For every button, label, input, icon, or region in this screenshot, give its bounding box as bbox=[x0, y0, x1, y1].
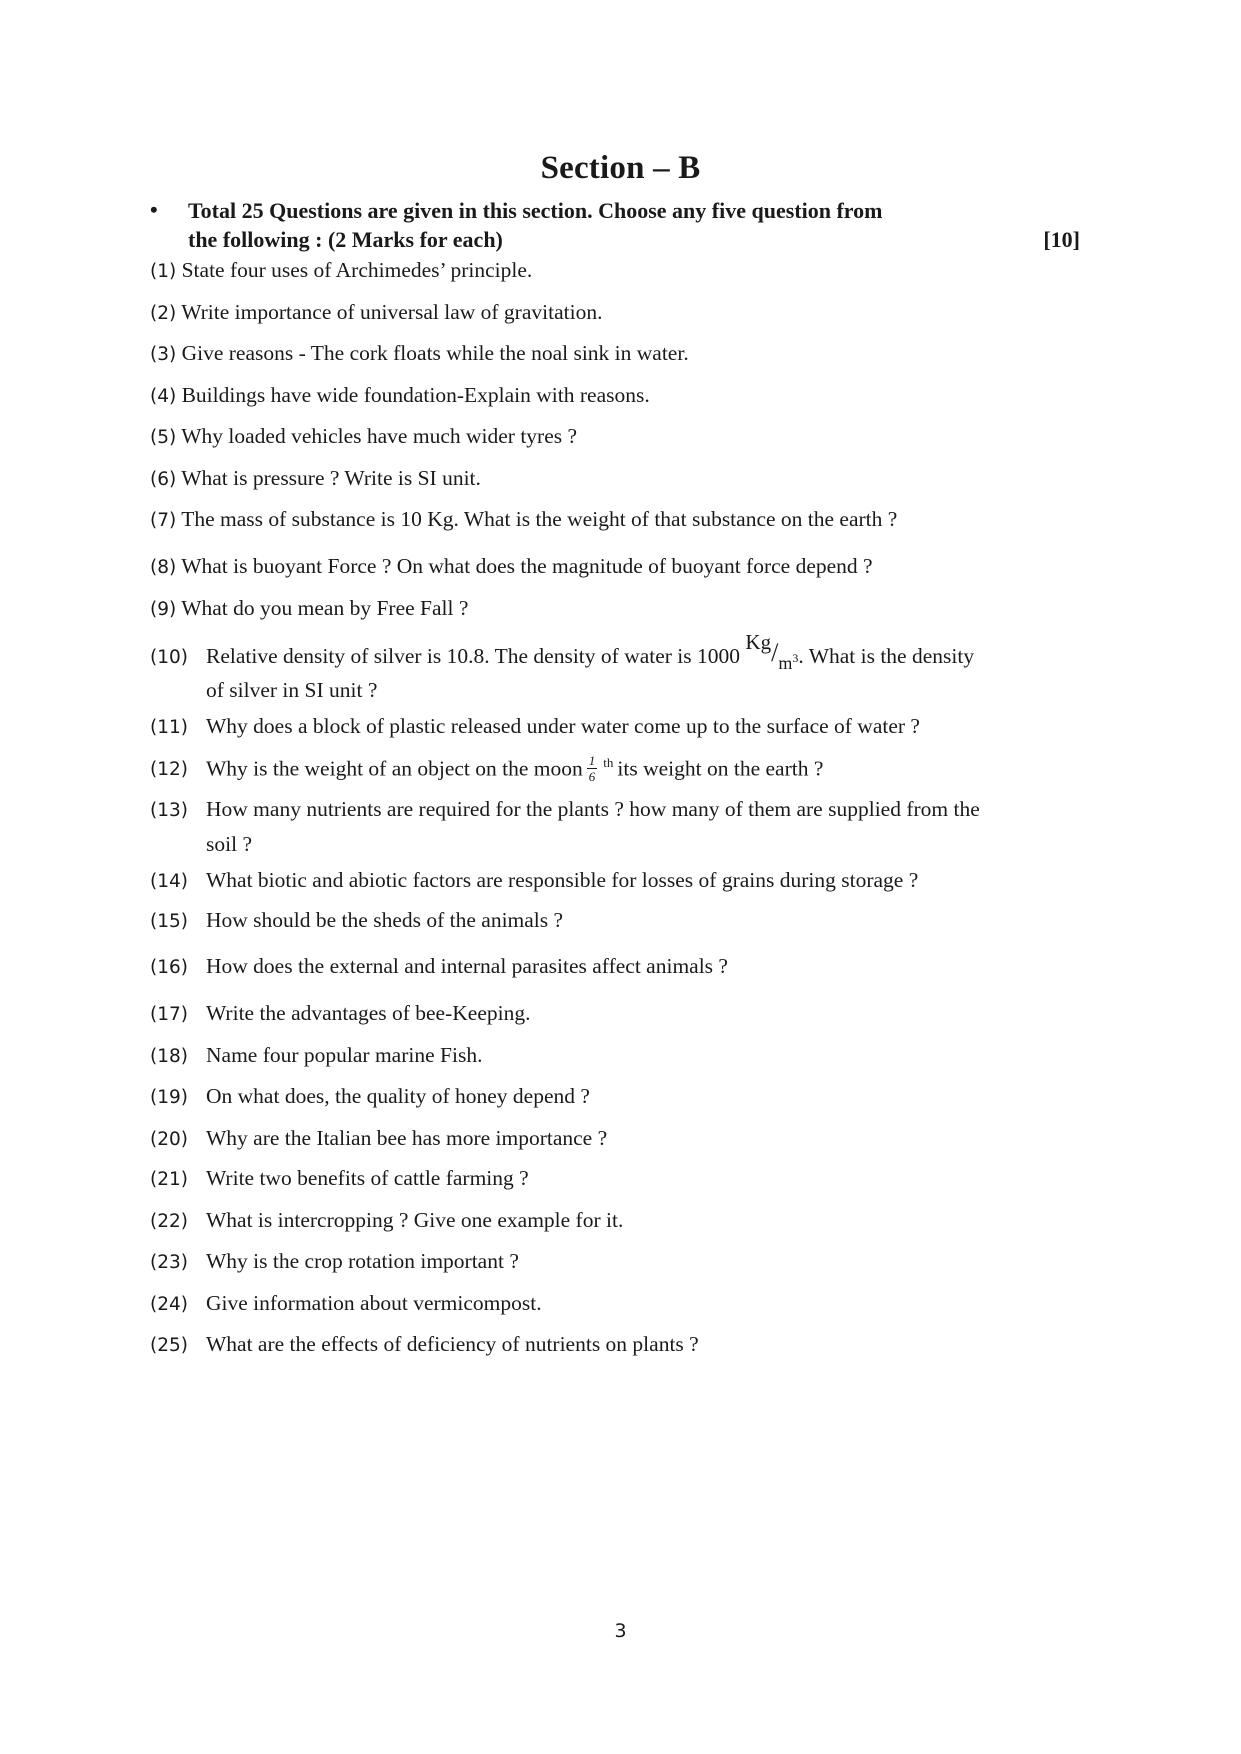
bullet-icon: • bbox=[150, 197, 158, 222]
question-number: (23) bbox=[150, 1252, 188, 1273]
question-1 bbox=[150, 258, 532, 283]
question-text-continued: . What is the density bbox=[798, 644, 975, 668]
question-text: What is intercropping ? Give one example for it. bbox=[206, 1208, 624, 1232]
question-17 bbox=[150, 1001, 530, 1026]
question-number: (25) bbox=[150, 1335, 188, 1356]
question-number: (20) bbox=[150, 1129, 188, 1150]
question-5 bbox=[150, 424, 577, 449]
question-number: (5) bbox=[150, 427, 177, 448]
question-number: (4) bbox=[150, 386, 177, 407]
question-text: How does the external and internal parasites affect animals ? bbox=[206, 954, 728, 978]
question-number: (6) bbox=[150, 469, 177, 490]
question-number: (1) bbox=[150, 261, 177, 282]
unit-slash: / bbox=[771, 638, 779, 667]
question-text: Give reasons - The cork floats while the noal sink in water. bbox=[181, 341, 689, 365]
question-text: Why does a block of plastic released under water come up to the surface of water ? bbox=[206, 714, 920, 738]
question-text: What biotic and abiotic factors are responsible for losses of grains during storage ? bbox=[206, 868, 919, 892]
question-number: (21) bbox=[150, 1169, 188, 1190]
question-text: Write the advantages of bee-Keeping. bbox=[206, 1001, 531, 1025]
instruction-line-1: Total 25 Questions are given in this section. Choose any five question from bbox=[188, 198, 883, 223]
question-number: (11) bbox=[150, 717, 188, 738]
question-number: (22) bbox=[150, 1211, 188, 1232]
question-text: State four uses of Archimedes’ principle. bbox=[181, 258, 533, 282]
superscript-th: th bbox=[603, 755, 614, 771]
question-text: What do you mean by Free Fall ? bbox=[181, 596, 469, 620]
question-number: (10) bbox=[150, 647, 188, 668]
question-13 bbox=[150, 797, 980, 822]
question-4 bbox=[150, 383, 650, 408]
question-12 bbox=[150, 755, 823, 786]
question-text: Why loaded vehicles have much wider tyres ? bbox=[181, 424, 578, 448]
question-20 bbox=[150, 1126, 607, 1151]
question-14 bbox=[150, 868, 918, 893]
question-22 bbox=[150, 1208, 623, 1233]
fraction: $\frac{1}{6}$ bbox=[588, 753, 596, 784]
question-number: (13) bbox=[150, 800, 188, 821]
question-text: Name four popular marine Fish. bbox=[206, 1043, 483, 1067]
question-6 bbox=[150, 466, 481, 491]
question-text: What is buoyant Force ? On what does the magnitude of buoyant force depend ? bbox=[181, 554, 873, 578]
question-15 bbox=[150, 908, 563, 933]
question-number: (17) bbox=[150, 1004, 188, 1025]
question-number: (14) bbox=[150, 871, 188, 892]
question-text: Why are the Italian bee has more importance ? bbox=[206, 1126, 608, 1150]
question-24 bbox=[150, 1291, 542, 1316]
question-23 bbox=[150, 1249, 519, 1274]
question-text: Write two benefits of cattle farming ? bbox=[206, 1166, 529, 1190]
section-title: Section – B bbox=[540, 150, 701, 186]
question-text: On what does, the quality of honey depend ? bbox=[206, 1084, 590, 1108]
question-number: (3) bbox=[150, 344, 177, 365]
question-text-continued: of silver in SI unit ? bbox=[206, 678, 378, 702]
question-text: How should be the sheds of the animals ? bbox=[206, 908, 564, 932]
question-9 bbox=[150, 596, 468, 621]
question-7 bbox=[150, 507, 897, 532]
instruction-line-2: the following : (2 Marks for each) bbox=[188, 227, 503, 252]
question-text: Why is the crop rotation important ? bbox=[206, 1249, 519, 1273]
question-text: The mass of substance is 10 Kg. What is the weight of that substance on the earth ? bbox=[181, 507, 898, 531]
question-number: (19) bbox=[150, 1087, 188, 1108]
unit-denominator: m3 bbox=[778, 651, 799, 673]
question-text: What are the effects of deficiency of nutrients on plants ? bbox=[206, 1332, 699, 1356]
question-19 bbox=[150, 1084, 590, 1109]
page-number: 3 bbox=[614, 1620, 627, 1642]
question-2 bbox=[150, 300, 602, 325]
question-text-continued: soil ? bbox=[206, 832, 252, 856]
question-25 bbox=[150, 1332, 699, 1357]
question-number: (9) bbox=[150, 599, 177, 620]
unit-numerator: Kg bbox=[745, 630, 772, 654]
question-number: (15) bbox=[150, 911, 188, 932]
question-text: How many nutrients are required for the plants ? how many of them are supplied from the bbox=[206, 797, 980, 821]
question-text: Relative density of silver is 10.8. The density of water is 1000 bbox=[206, 644, 746, 668]
question-11 bbox=[150, 714, 920, 739]
question-8 bbox=[150, 554, 873, 579]
question-number: (8) bbox=[150, 557, 177, 578]
question-text: What is pressure ? Write is SI unit. bbox=[181, 466, 481, 490]
question-text: Write importance of universal law of gravitation. bbox=[181, 300, 603, 324]
question-16 bbox=[150, 954, 728, 979]
question-10 bbox=[150, 630, 975, 673]
question-text-continued: its weight on the earth ? bbox=[617, 756, 824, 781]
question-3 bbox=[150, 341, 689, 366]
question-text: Give information about vermicompost. bbox=[206, 1291, 542, 1315]
question-text: Buildings have wide foundation-Explain with reasons. bbox=[181, 383, 650, 407]
question-number: (7) bbox=[150, 510, 177, 531]
question-number: (12) bbox=[150, 759, 188, 781]
question-18 bbox=[150, 1043, 482, 1068]
question-number: (18) bbox=[150, 1046, 188, 1067]
question-number: (2) bbox=[150, 303, 177, 324]
question-text: Why is the weight of an object on the moon bbox=[206, 756, 583, 781]
question-number: (16) bbox=[150, 957, 188, 978]
question-21 bbox=[150, 1166, 529, 1191]
marks-label: [10] bbox=[1043, 227, 1080, 252]
question-number: (24) bbox=[150, 1294, 188, 1315]
